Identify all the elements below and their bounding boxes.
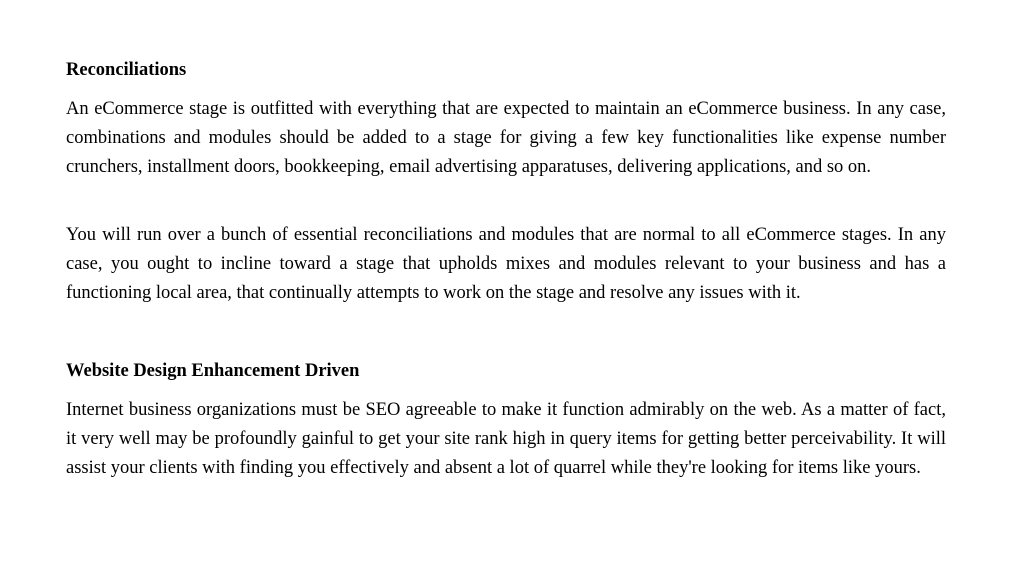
section-paragraph: Internet business organizations must be SEO agreeable to make it function admirably on the web. As a matter of fact, it very well may be profoundly gainful to get your site rank high in query items for getting better perceivability. It will assist your clients with finding you effectively and absent a lot of quarrel while they're looking for items like yours.: [66, 400, 946, 478]
section-heading-website-design: Website Design Enhancement Driven: [66, 361, 360, 381]
section-heading-reconciliations: Reconciliations: [66, 60, 187, 80]
section-paragraph: An eCommerce stage is outfitted with everything that are expected to maintain an eCommerce business. In any case, combinations and modules should be added to a stage for giving a few key functionalities like expense number crunchers, installment doors, bookkeeping, email advertising apparatuses, delivering applications, and so on.: [66, 99, 946, 177]
section-paragraph: You will run over a bunch of essential reconciliations and modules that are normal to all eCommerce stages. In any case, you ought to incline toward a stage that upholds mixes and modules relevant to your business and has a functioning local area, that continually attempts to work on the stage and resolve any issues with it.: [66, 225, 946, 303]
